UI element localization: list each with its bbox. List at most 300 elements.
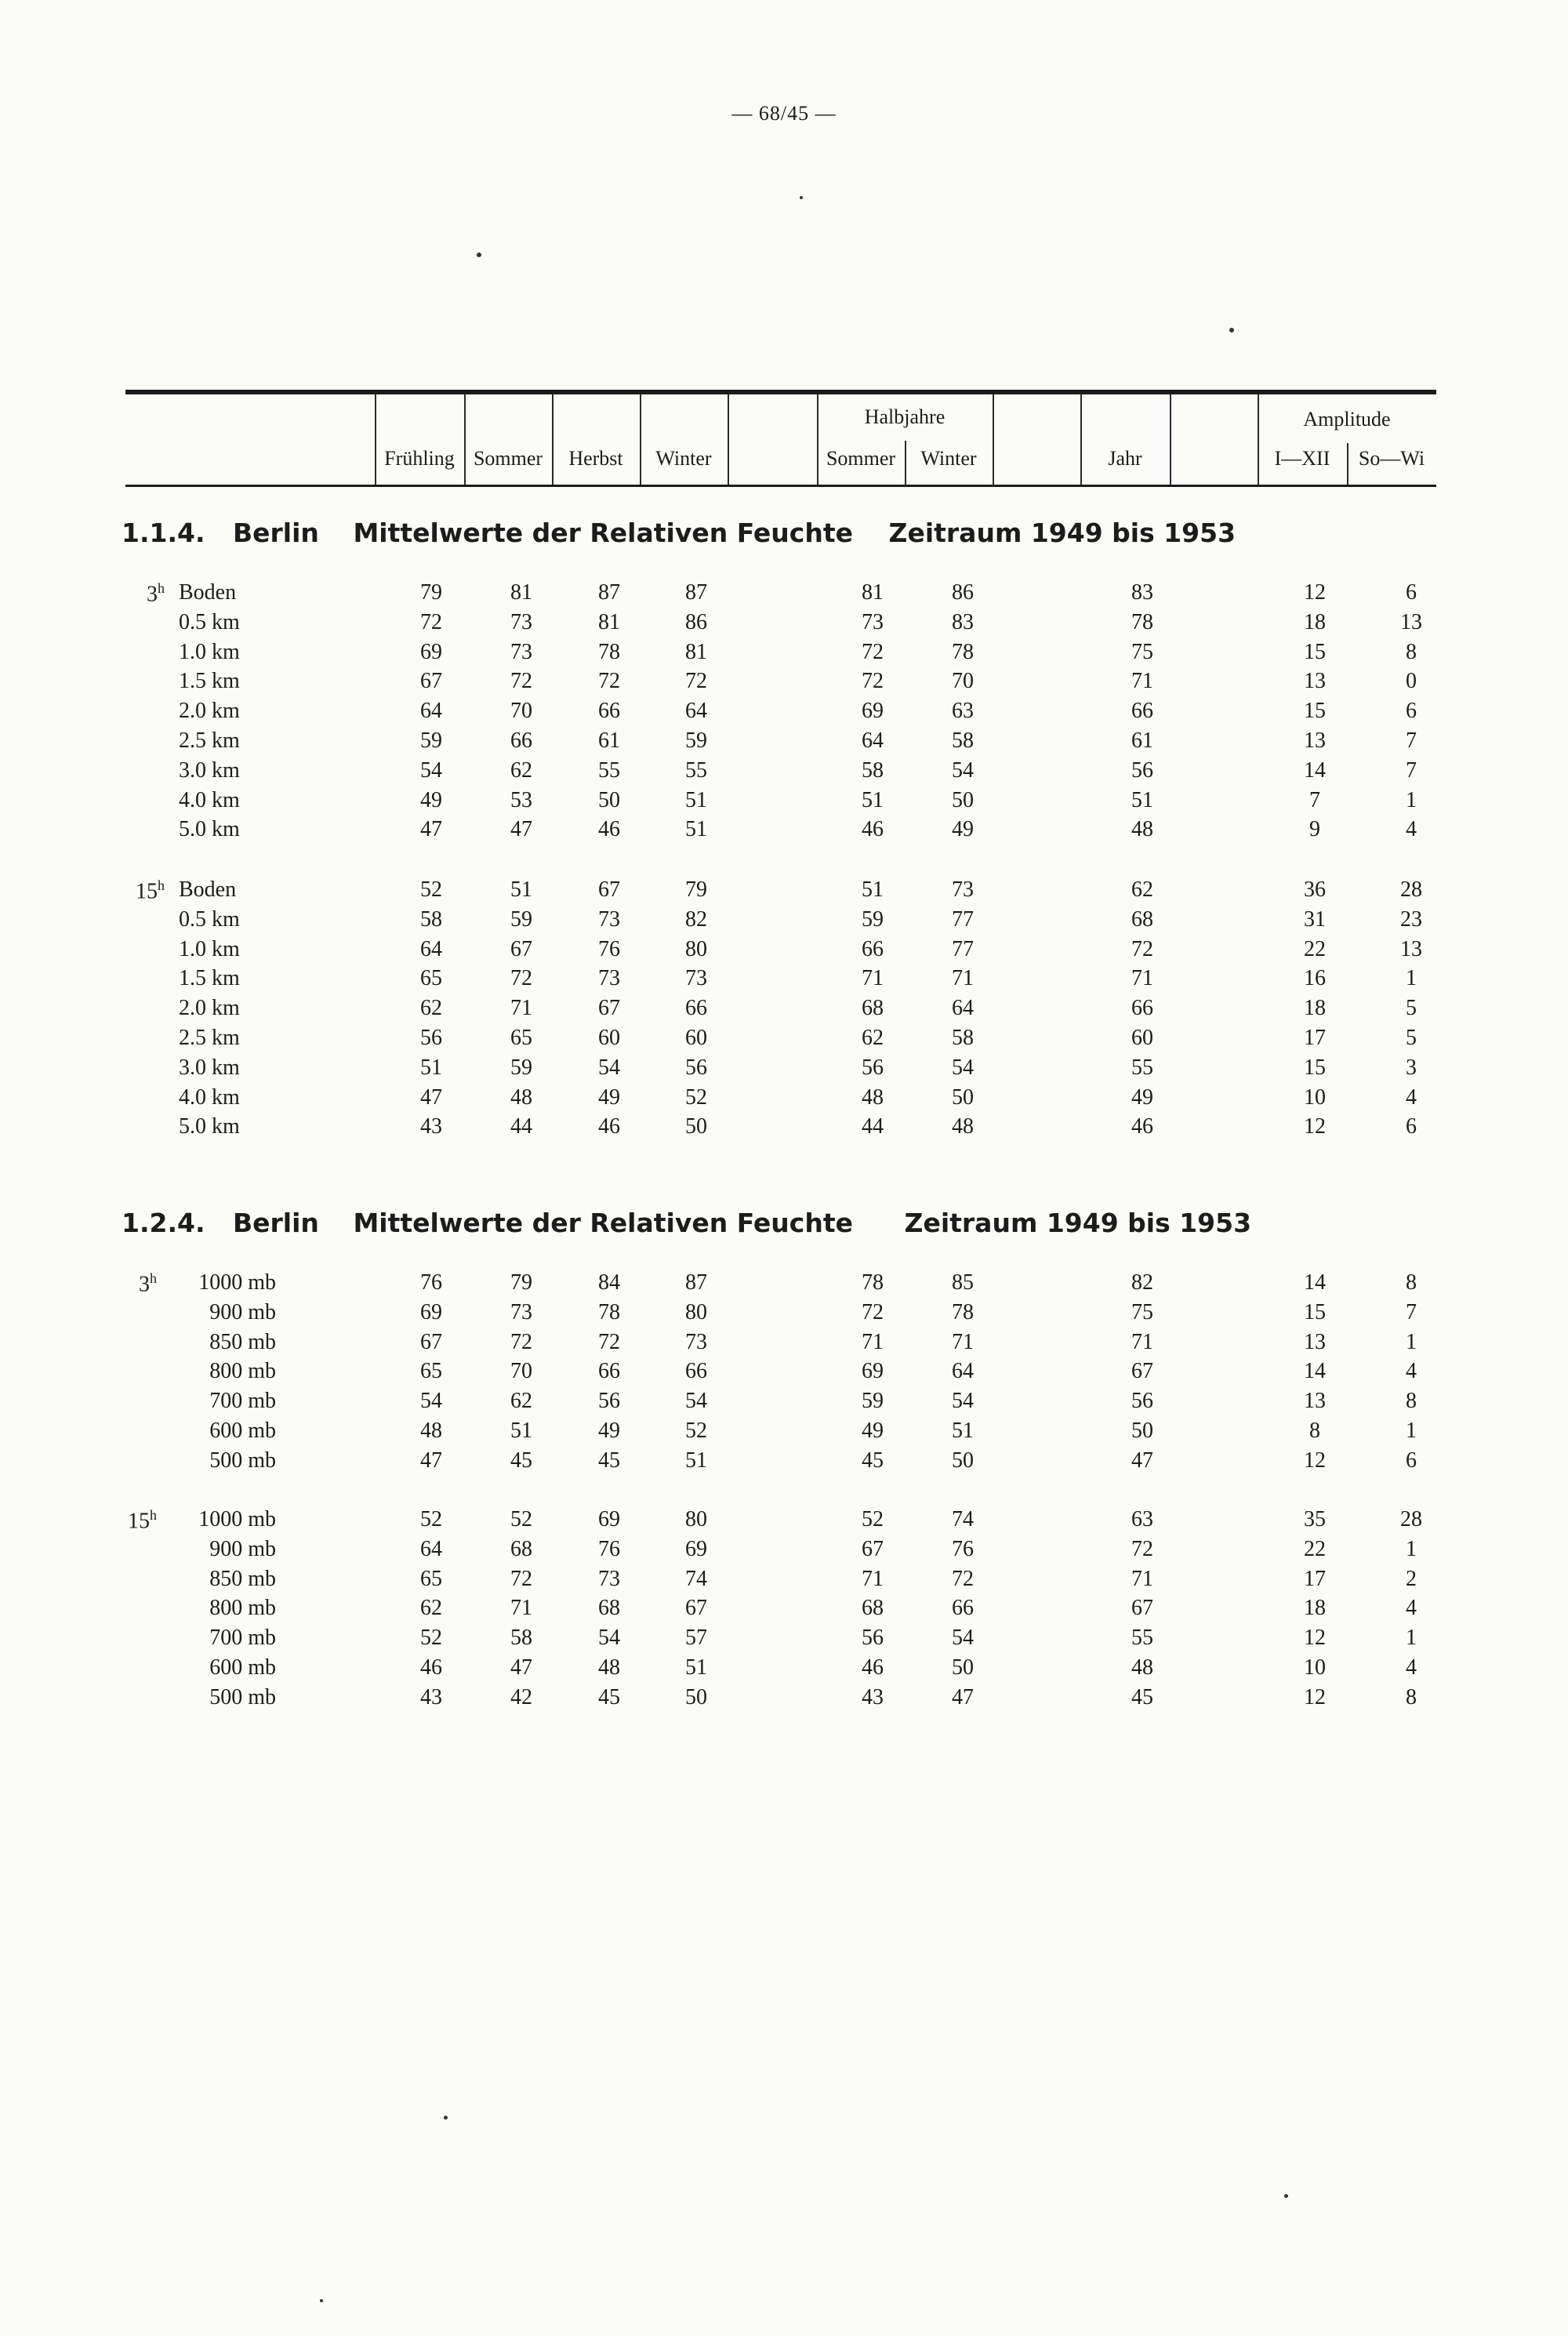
cell-halbjahr-sommer: 71 [862, 966, 884, 991]
header-halbjahre: Halbjahre [864, 405, 946, 428]
cell-amplitude-i-xii: 36 [1304, 877, 1326, 902]
cell-fruehling: 52 [420, 1507, 442, 1531]
cell-fruehling: 54 [420, 1389, 442, 1414]
cell-winter: 51 [685, 817, 707, 842]
cell-herbst: 46 [598, 817, 620, 842]
cell-jahr: 63 [1131, 1507, 1153, 1531]
cell-halbjahr-sommer: 59 [862, 906, 884, 932]
row-label: 0.5 km [179, 609, 240, 634]
cell-jahr: 71 [1131, 1566, 1153, 1591]
cell-jahr: 56 [1131, 1389, 1153, 1414]
cell-jahr: 61 [1131, 728, 1153, 753]
section-description: Mittelwerte der Relativen Feuchte [353, 518, 854, 548]
cell-amplitude-so-wi: 8 [1406, 639, 1417, 664]
row-label: 1.5 km [179, 966, 240, 991]
cell-halbjahr-sommer: 48 [862, 1084, 884, 1110]
header-bottom-rule [125, 485, 1436, 487]
cell-amplitude-so-wi: 2 [1406, 1566, 1417, 1591]
header-winter: Winter [655, 447, 712, 470]
cell-sommer: 72 [510, 669, 532, 694]
scan-speck [320, 2299, 323, 2302]
cell-amplitude-so-wi: 3 [1406, 1055, 1417, 1080]
cell-herbst: 87 [598, 580, 620, 605]
table-row [0, 877, 1568, 907]
cell-winter: 81 [685, 639, 707, 664]
header-divider [640, 394, 641, 485]
cell-halbjahr-winter: 85 [952, 1270, 974, 1295]
cell-jahr: 66 [1131, 996, 1153, 1021]
row-label: 850 mb [209, 1566, 276, 1591]
cell-herbst: 73 [598, 1566, 620, 1591]
header-divider [728, 394, 729, 485]
cell-winter: 50 [685, 1114, 707, 1139]
cell-sommer: 44 [510, 1114, 532, 1139]
cell-jahr: 47 [1131, 1448, 1153, 1473]
table-row [0, 699, 1568, 728]
cell-halbjahr-sommer: 66 [862, 936, 884, 961]
cell-sommer: 59 [510, 1055, 532, 1080]
cell-sommer: 81 [510, 580, 532, 605]
cell-amplitude-i-xii: 13 [1304, 1329, 1326, 1354]
cell-herbst: 49 [598, 1084, 620, 1110]
section-title [122, 1208, 1251, 1238]
cell-fruehling: 58 [420, 906, 442, 932]
table-row [0, 1655, 1568, 1685]
header-divider [993, 394, 994, 485]
table-row [0, 640, 1568, 670]
row-label: 900 mb [209, 1536, 276, 1561]
cell-amplitude-so-wi: 4 [1406, 1359, 1417, 1384]
cell-amplitude-i-xii: 22 [1304, 1536, 1326, 1561]
row-label: 2.0 km [179, 996, 240, 1021]
cell-halbjahr-sommer: 67 [862, 1536, 884, 1561]
cell-herbst: 76 [598, 1536, 620, 1561]
header-divider [464, 394, 466, 485]
row-label: Boden [179, 580, 237, 605]
row-hour: 3$^h$ [139, 1270, 157, 1297]
cell-halbjahr-winter: 51 [952, 1419, 974, 1443]
cell-herbst: 67 [598, 877, 620, 902]
cell-fruehling: 65 [420, 966, 442, 991]
row-hour: 15$^h$ [136, 877, 165, 904]
row-label: 1000 mb [198, 1507, 276, 1531]
cell-winter: 67 [685, 1596, 707, 1621]
table-row [0, 907, 1568, 937]
cell-halbjahr-sommer: 68 [862, 996, 884, 1021]
header-amplitude-so-wi: So—Wi [1358, 447, 1425, 470]
cell-herbst: 50 [598, 787, 620, 812]
cell-halbjahr-winter: 50 [952, 1448, 974, 1473]
header-amplitude-i-xii: I—XII [1274, 447, 1330, 470]
cell-winter: 59 [685, 728, 707, 753]
cell-herbst: 78 [598, 1299, 620, 1324]
cell-halbjahr-winter: 66 [952, 1596, 974, 1621]
cell-halbjahr-sommer: 71 [862, 1566, 884, 1591]
cell-sommer: 66 [510, 728, 532, 753]
cell-amplitude-so-wi: 1 [1406, 966, 1417, 991]
cell-jahr: 55 [1131, 1055, 1153, 1080]
header-amplitude: Amplitude [1303, 408, 1391, 431]
cell-jahr: 72 [1131, 1536, 1153, 1561]
cell-herbst: 61 [598, 728, 620, 753]
cell-herbst: 66 [598, 699, 620, 724]
section-period: Zeitraum 1949 bis 1953 [888, 518, 1236, 548]
cell-winter: 80 [685, 1299, 707, 1324]
table-row [0, 1537, 1568, 1567]
cell-halbjahr-sommer: 44 [862, 1114, 884, 1139]
section-city: Berlin [233, 1208, 319, 1238]
row-hour: 3$^h$ [147, 580, 165, 607]
table-row [0, 966, 1568, 996]
cell-fruehling: 72 [420, 609, 442, 634]
table-row [0, 1359, 1568, 1389]
cell-jahr: 75 [1131, 639, 1153, 664]
cell-halbjahr-winter: 54 [952, 757, 974, 783]
cell-winter: 51 [685, 787, 707, 812]
cell-herbst: 54 [598, 1626, 620, 1651]
row-label: 5.0 km [179, 1114, 240, 1139]
row-label: 600 mb [209, 1419, 276, 1443]
row-label: Boden [179, 877, 237, 902]
cell-sommer: 58 [510, 1626, 532, 1651]
cell-halbjahr-winter: 74 [952, 1507, 974, 1531]
cell-amplitude-so-wi: 1 [1406, 1329, 1417, 1354]
cell-amplitude-i-xii: 10 [1304, 1655, 1326, 1680]
scan-speck [800, 196, 803, 199]
cell-winter: 51 [685, 1448, 707, 1473]
table-row [0, 1507, 1568, 1537]
row-label: 500 mb [209, 1448, 276, 1473]
row-label: 2.5 km [179, 728, 240, 753]
cell-halbjahr-sommer: 81 [862, 580, 884, 605]
cell-fruehling: 49 [420, 787, 442, 812]
cell-amplitude-so-wi: 5 [1406, 1026, 1417, 1050]
row-label: 1.0 km [179, 639, 240, 664]
cell-fruehling: 67 [420, 669, 442, 694]
cell-amplitude-so-wi: 7 [1406, 1299, 1417, 1324]
cell-halbjahr-winter: 58 [952, 1026, 974, 1050]
cell-amplitude-i-xii: 13 [1304, 1389, 1326, 1414]
cell-winter: 66 [685, 996, 707, 1021]
cell-winter: 55 [685, 757, 707, 783]
header-jahr: Jahr [1108, 447, 1142, 470]
cell-herbst: 66 [598, 1359, 620, 1384]
cell-jahr: 78 [1131, 609, 1153, 634]
cell-fruehling: 64 [420, 699, 442, 724]
cell-herbst: 73 [598, 906, 620, 932]
cell-sommer: 45 [510, 1448, 532, 1473]
table-row [0, 1685, 1568, 1715]
cell-halbjahr-sommer: 46 [862, 1655, 884, 1680]
table-row [0, 817, 1568, 847]
cell-herbst: 72 [598, 1329, 620, 1354]
cell-fruehling: 51 [420, 1055, 442, 1080]
cell-winter: 87 [685, 1270, 707, 1295]
cell-halbjahr-sommer: 68 [862, 1596, 884, 1621]
row-label: 800 mb [209, 1596, 276, 1621]
cell-amplitude-so-wi: 6 [1406, 580, 1417, 605]
cell-amplitude-so-wi: 6 [1406, 1448, 1417, 1473]
cell-halbjahr-sommer: 46 [862, 817, 884, 842]
cell-herbst: 48 [598, 1655, 620, 1680]
cell-sommer: 48 [510, 1084, 532, 1110]
cell-halbjahr-sommer: 49 [862, 1419, 884, 1443]
cell-amplitude-so-wi: 4 [1406, 1596, 1417, 1621]
cell-amplitude-so-wi: 4 [1406, 1084, 1417, 1110]
cell-fruehling: 69 [420, 639, 442, 664]
cell-halbjahr-winter: 71 [952, 1329, 974, 1354]
cell-fruehling: 79 [420, 580, 442, 605]
cell-jahr: 48 [1131, 817, 1153, 842]
cell-halbjahr-winter: 50 [952, 787, 974, 812]
header-divider [375, 394, 376, 485]
cell-jahr: 68 [1131, 906, 1153, 932]
table-row [0, 1448, 1568, 1478]
row-label: 1000 mb [198, 1270, 276, 1295]
cell-jahr: 55 [1131, 1626, 1153, 1651]
table-row [0, 1026, 1568, 1055]
cell-fruehling: 43 [420, 1684, 442, 1709]
cell-herbst: 73 [598, 966, 620, 991]
cell-winter: 66 [685, 1359, 707, 1384]
cell-amplitude-i-xii: 35 [1304, 1507, 1326, 1531]
cell-amplitude-so-wi: 13 [1400, 936, 1422, 961]
section-title [122, 518, 1236, 548]
cell-herbst: 60 [598, 1026, 620, 1050]
cell-winter: 80 [685, 936, 707, 961]
cell-halbjahr-winter: 76 [952, 1536, 974, 1561]
cell-halbjahr-sommer: 73 [862, 609, 884, 634]
row-label: 700 mb [209, 1389, 276, 1414]
header-divider [552, 394, 554, 485]
cell-fruehling: 47 [420, 1448, 442, 1473]
table-row [0, 1055, 1568, 1085]
table-row [0, 1270, 1568, 1300]
scan-speck [444, 2116, 448, 2120]
cell-fruehling: 64 [420, 1536, 442, 1561]
cell-herbst: 45 [598, 1448, 620, 1473]
cell-halbjahr-sommer: 59 [862, 1389, 884, 1414]
cell-amplitude-i-xii: 12 [1304, 1114, 1326, 1139]
page-number: — 68/45 — [731, 102, 837, 125]
section-period: Zeitraum 1949 bis 1953 [904, 1208, 1252, 1238]
cell-halbjahr-winter: 54 [952, 1389, 974, 1414]
cell-sommer: 47 [510, 817, 532, 842]
cell-amplitude-i-xii: 14 [1304, 757, 1326, 783]
cell-amplitude-so-wi: 5 [1406, 996, 1417, 1021]
scan-speck [1229, 328, 1234, 332]
header-divider [1080, 394, 1082, 485]
cell-halbjahr-sommer: 58 [862, 757, 884, 783]
row-label: 4.0 km [179, 1084, 240, 1110]
cell-halbjahr-winter: 49 [952, 817, 974, 842]
cell-amplitude-i-xii: 15 [1304, 1299, 1326, 1324]
cell-fruehling: 69 [420, 1299, 442, 1324]
cell-jahr: 71 [1131, 1329, 1153, 1354]
cell-winter: 52 [685, 1084, 707, 1110]
cell-jahr: 48 [1131, 1655, 1153, 1680]
cell-winter: 52 [685, 1419, 707, 1443]
cell-jahr: 67 [1131, 1359, 1153, 1384]
cell-amplitude-so-wi: 4 [1406, 817, 1417, 842]
row-label: 2.0 km [179, 699, 240, 724]
cell-amplitude-i-xii: 8 [1309, 1419, 1320, 1443]
cell-jahr: 71 [1131, 669, 1153, 694]
cell-sommer: 52 [510, 1507, 532, 1531]
cell-amplitude-i-xii: 9 [1309, 817, 1320, 842]
cell-halbjahr-sommer: 78 [862, 1270, 884, 1295]
cell-sommer: 73 [510, 1299, 532, 1324]
cell-sommer: 72 [510, 1566, 532, 1591]
cell-amplitude-i-xii: 18 [1304, 996, 1326, 1021]
cell-jahr: 56 [1131, 757, 1153, 783]
header-halbjahr-winter: Winter [920, 447, 977, 470]
cell-fruehling: 67 [420, 1329, 442, 1354]
cell-herbst: 54 [598, 1055, 620, 1080]
cell-herbst: 67 [598, 996, 620, 1021]
cell-fruehling: 64 [420, 936, 442, 961]
cell-sommer: 71 [510, 996, 532, 1021]
cell-sommer: 65 [510, 1026, 532, 1050]
cell-winter: 57 [685, 1626, 707, 1651]
cell-amplitude-so-wi: 0 [1406, 669, 1417, 694]
cell-sommer: 73 [510, 609, 532, 634]
cell-sommer: 70 [510, 699, 532, 724]
table-row [0, 758, 1568, 788]
table-row [0, 1300, 1568, 1330]
row-label: 5.0 km [179, 817, 240, 842]
cell-herbst: 68 [598, 1596, 620, 1621]
table-row [0, 1596, 1568, 1626]
table-row [0, 1389, 1568, 1419]
cell-halbjahr-winter: 54 [952, 1055, 974, 1080]
cell-fruehling: 65 [420, 1566, 442, 1591]
cell-winter: 72 [685, 669, 707, 694]
cell-fruehling: 46 [420, 1655, 442, 1680]
cell-halbjahr-winter: 48 [952, 1114, 974, 1139]
cell-amplitude-i-xii: 15 [1304, 639, 1326, 664]
cell-amplitude-i-xii: 12 [1304, 1684, 1326, 1709]
cell-halbjahr-winter: 86 [952, 580, 974, 605]
cell-jahr: 67 [1131, 1596, 1153, 1621]
table-row [0, 1419, 1568, 1448]
cell-herbst: 84 [598, 1270, 620, 1295]
cell-jahr: 46 [1131, 1114, 1153, 1139]
cell-sommer: 53 [510, 787, 532, 812]
header-divider [1170, 394, 1171, 485]
cell-amplitude-i-xii: 16 [1304, 966, 1326, 991]
cell-amplitude-i-xii: 17 [1304, 1026, 1326, 1050]
cell-herbst: 81 [598, 609, 620, 634]
cell-fruehling: 65 [420, 1359, 442, 1384]
table-row [0, 1626, 1568, 1655]
table-row [0, 580, 1568, 610]
cell-fruehling: 62 [420, 1596, 442, 1621]
cell-herbst: 69 [598, 1507, 620, 1531]
cell-amplitude-so-wi: 28 [1400, 1507, 1422, 1531]
cell-fruehling: 59 [420, 728, 442, 753]
cell-sommer: 42 [510, 1684, 532, 1709]
row-label: 4.0 km [179, 787, 240, 812]
cell-amplitude-so-wi: 6 [1406, 699, 1417, 724]
cell-jahr: 45 [1131, 1684, 1153, 1709]
row-label: 1.0 km [179, 936, 240, 961]
cell-sommer: 68 [510, 1536, 532, 1561]
section-number: 1.1.4. [122, 518, 205, 548]
cell-amplitude-i-xii: 15 [1304, 699, 1326, 724]
table-row [0, 996, 1568, 1026]
cell-winter: 50 [685, 1684, 707, 1709]
cell-halbjahr-winter: 64 [952, 996, 974, 1021]
cell-fruehling: 56 [420, 1026, 442, 1050]
cell-sommer: 73 [510, 639, 532, 664]
cell-herbst: 78 [598, 639, 620, 664]
cell-herbst: 46 [598, 1114, 620, 1139]
cell-halbjahr-winter: 72 [952, 1566, 974, 1591]
cell-winter: 64 [685, 699, 707, 724]
cell-amplitude-so-wi: 1 [1406, 1419, 1417, 1443]
cell-amplitude-i-xii: 12 [1304, 580, 1326, 605]
table-row [0, 1567, 1568, 1597]
cell-amplitude-so-wi: 28 [1400, 877, 1422, 902]
cell-fruehling: 47 [420, 817, 442, 842]
cell-herbst: 76 [598, 936, 620, 961]
cell-fruehling: 43 [420, 1114, 442, 1139]
cell-winter: 60 [685, 1026, 707, 1050]
row-label: 0.5 km [179, 906, 240, 932]
cell-sommer: 51 [510, 1419, 532, 1443]
cell-winter: 51 [685, 1655, 707, 1680]
cell-herbst: 72 [598, 669, 620, 694]
cell-halbjahr-winter: 70 [952, 669, 974, 694]
cell-winter: 74 [685, 1566, 707, 1591]
cell-sommer: 47 [510, 1655, 532, 1680]
cell-sommer: 62 [510, 1389, 532, 1414]
scan-speck [477, 252, 481, 257]
cell-winter: 56 [685, 1055, 707, 1080]
cell-halbjahr-sommer: 72 [862, 669, 884, 694]
cell-halbjahr-sommer: 45 [862, 1448, 884, 1473]
cell-winter: 79 [685, 877, 707, 902]
cell-winter: 69 [685, 1536, 707, 1561]
cell-fruehling: 62 [420, 996, 442, 1021]
cell-sommer: 62 [510, 757, 532, 783]
cell-jahr: 71 [1131, 966, 1153, 991]
cell-amplitude-so-wi: 1 [1406, 787, 1417, 812]
cell-halbjahr-winter: 58 [952, 728, 974, 753]
cell-amplitude-so-wi: 4 [1406, 1655, 1417, 1680]
table-row [0, 669, 1568, 699]
cell-amplitude-so-wi: 8 [1406, 1684, 1417, 1709]
cell-sommer: 72 [510, 1329, 532, 1354]
cell-fruehling: 76 [420, 1270, 442, 1295]
cell-winter: 73 [685, 966, 707, 991]
table-row [0, 610, 1568, 640]
cell-halbjahr-winter: 47 [952, 1684, 974, 1709]
cell-sommer: 71 [510, 1596, 532, 1621]
cell-halbjahr-winter: 83 [952, 609, 974, 634]
table-row [0, 1085, 1568, 1115]
scan-speck [1284, 2194, 1288, 2198]
header-sommer: Sommer [473, 447, 543, 470]
cell-amplitude-i-xii: 13 [1304, 669, 1326, 694]
table-row [0, 1114, 1568, 1144]
cell-halbjahr-winter: 50 [952, 1655, 974, 1680]
cell-amplitude-i-xii: 13 [1304, 728, 1326, 753]
cell-amplitude-i-xii: 22 [1304, 936, 1326, 961]
cell-halbjahr-winter: 54 [952, 1626, 974, 1651]
row-label: 1.5 km [179, 669, 240, 694]
